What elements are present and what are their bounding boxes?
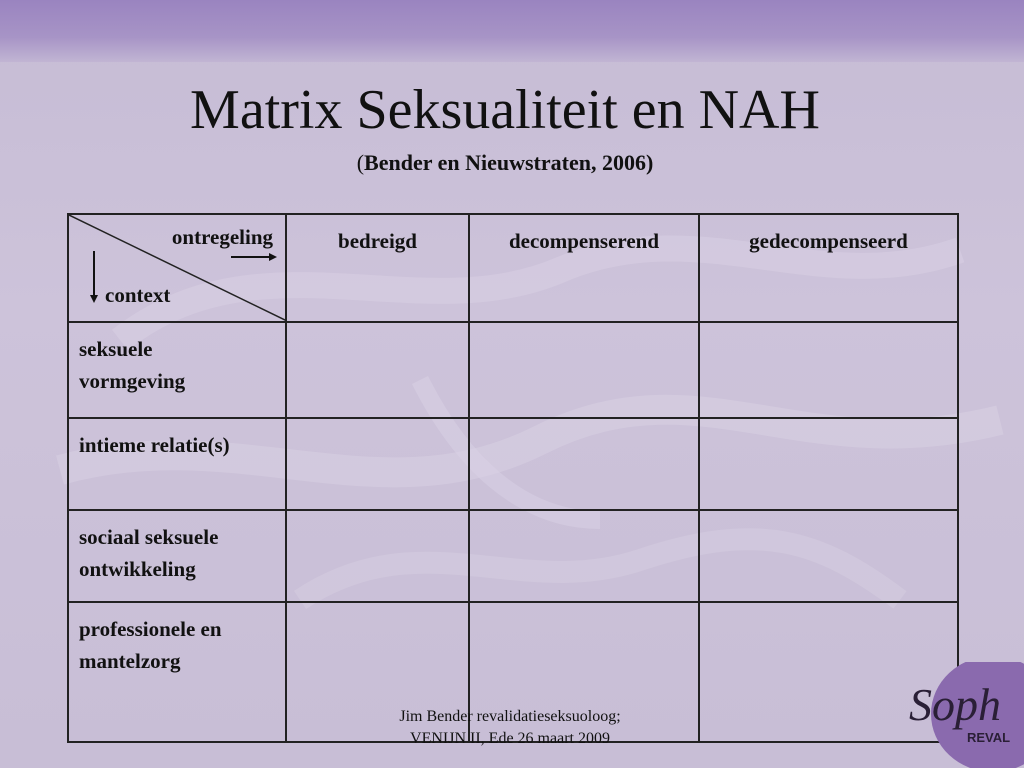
footer-line: VENIJN II, Ede 26 maart 2009 [410,730,610,747]
table-row [68,418,958,510]
matrix-cell [286,418,469,510]
row-label-line: seksuele [79,337,153,361]
matrix-cell [699,418,958,510]
sophia-logo [905,662,1024,768]
matrix-cell [469,510,699,602]
header-row [68,214,958,322]
logo-subtext: REVAL [967,730,1011,745]
matrix-cell [469,418,699,510]
column-header: bedreigd [286,214,469,322]
matrix-cell [469,322,699,418]
table-row [68,510,958,602]
slide-title: Matrix Seksualiteit en NAH [190,79,820,141]
row-label [68,602,286,742]
corner-cell [68,214,286,322]
corner-label-ontregeling: ontregeling [171,225,273,249]
slide-subtitle [0,150,1010,176]
row-label [68,418,286,510]
corner-label-context: context [105,283,171,307]
matrix-table [67,213,959,743]
column-header: decompenserend [469,214,699,322]
row-label [68,510,286,602]
footer-line: Jim Bender revalidatieseksuoloog; [399,708,621,725]
arrow-right-icon [231,253,277,261]
row-label-line: vormgeving [79,369,186,393]
subtitle-text: Bender en Nieuwstraten, 2006) [364,150,654,175]
logo-script-text: Soph [909,679,1001,730]
matrix-cell [286,510,469,602]
matrix-cell [699,322,958,418]
matrix-cell [286,322,469,418]
row-label-line: mantelzorg [79,649,181,673]
row-label-line: intieme relatie(s) [79,433,230,457]
row-label [68,322,286,418]
matrix-cell [699,510,958,602]
arrow-down-icon [90,251,98,303]
row-label-line: sociaal seksuele [79,525,219,549]
column-header: gedecompenseerd [699,214,958,322]
table-row [68,322,958,418]
subtitle-open-paren: ( [356,150,365,175]
footer-credit [355,706,665,750]
row-label-line: professionele en [79,617,222,641]
row-label-line: ontwikkeling [79,557,196,581]
